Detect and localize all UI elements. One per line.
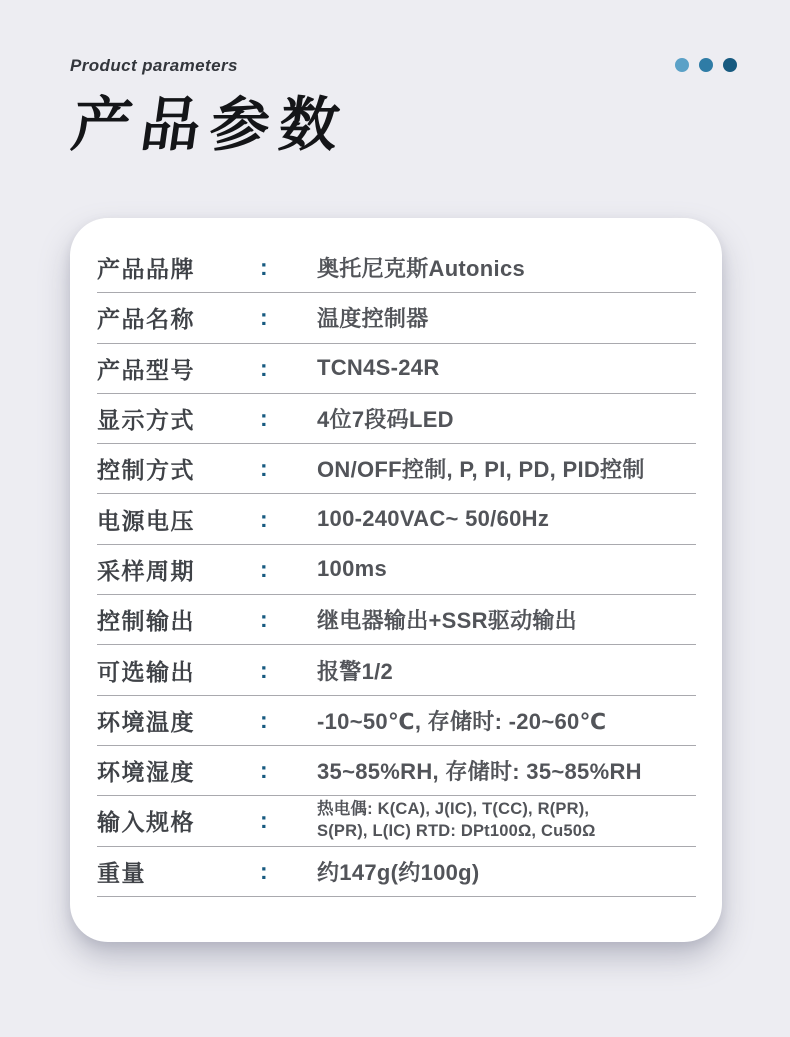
spec-colon: :: [260, 254, 268, 281]
spec-value: 100-240VAC~ 50/60Hz: [317, 506, 550, 532]
subtitle-en: Product parameters: [70, 56, 238, 75]
spec-colon: :: [260, 354, 268, 381]
spec-row-display: [97, 394, 696, 444]
spec-value: 继电器输出+SSR驱动输出: [317, 608, 577, 634]
spec-row-weight: [97, 847, 696, 897]
spec-row-model: [97, 344, 696, 394]
spec-value: 4位7段码LED: [317, 407, 454, 433]
spec-label: 控制输出: [97, 608, 195, 635]
spec-label: 显示方式: [97, 407, 195, 434]
spec-value: TCN4S-24R: [317, 355, 440, 381]
spec-label: 电源电压: [97, 507, 195, 534]
spec-label: 输入规格: [97, 809, 195, 836]
spec-label: 产品名称: [97, 306, 195, 333]
spec-label: 产品品牌: [97, 256, 195, 283]
spec-label: 环境温度: [97, 708, 195, 735]
dot-medium-icon: [699, 58, 713, 72]
spec-value: [317, 799, 696, 842]
spec-colon: :: [260, 455, 268, 482]
spec-card: [70, 218, 722, 942]
spec-row-power: [97, 494, 696, 544]
spec-row-control-mode: [97, 444, 696, 494]
spec-value: 报警1/2: [317, 658, 394, 684]
spec-value: 约147g(约100g): [317, 859, 480, 885]
spec-value-line2: S(PR), L(IC) RTD: DPt100Ω, Cu50Ω: [317, 821, 596, 840]
spec-colon: :: [260, 857, 268, 884]
spec-label: 控制方式: [97, 457, 195, 484]
spec-label: 环境湿度: [97, 759, 195, 786]
spec-value: ON/OFF控制, P, PI, PD, PID控制: [317, 457, 645, 483]
spec-value: 奥托尼克斯Autonics: [317, 256, 526, 282]
spec-value: 35~85%RH, 存储时: 35~85%RH: [317, 759, 642, 785]
spec-row-optional-output: [97, 645, 696, 695]
spec-row-control-output: [97, 595, 696, 645]
spec-row-brand: [97, 243, 696, 293]
dot-light-icon: [675, 58, 689, 72]
spec-colon: :: [260, 606, 268, 633]
spec-row-ambient-humidity: [97, 746, 696, 796]
spec-label: 重量: [97, 859, 146, 886]
spec-colon: :: [260, 405, 268, 432]
spec-colon: :: [260, 757, 268, 784]
page-title: 产品参数: [67, 92, 354, 158]
spec-colon: :: [260, 555, 268, 582]
spec-colon: :: [260, 304, 268, 331]
spec-table: [97, 243, 696, 897]
spec-row-ambient-temp: [97, 696, 696, 746]
spec-label: 采样周期: [97, 557, 195, 584]
spec-row-sampling: [97, 545, 696, 595]
spec-row-input-spec: [97, 796, 696, 846]
spec-value-line1: 热电偶: K(CA), J(IC), T(CC), R(PR),: [317, 800, 590, 819]
spec-value: -10~50℃, 存储时: -20~60℃: [317, 708, 607, 734]
spec-label: 可选输出: [97, 658, 195, 685]
spec-colon: :: [260, 505, 268, 532]
spec-colon: :: [260, 706, 268, 733]
decorative-dots: [675, 58, 737, 72]
spec-colon: :: [260, 807, 268, 834]
dot-dark-icon: [723, 58, 737, 72]
spec-value: 100ms: [317, 556, 388, 582]
spec-label: 产品型号: [97, 356, 195, 383]
spec-value: 温度控制器: [317, 306, 429, 332]
spec-colon: :: [260, 656, 268, 683]
spec-row-name: [97, 293, 696, 343]
